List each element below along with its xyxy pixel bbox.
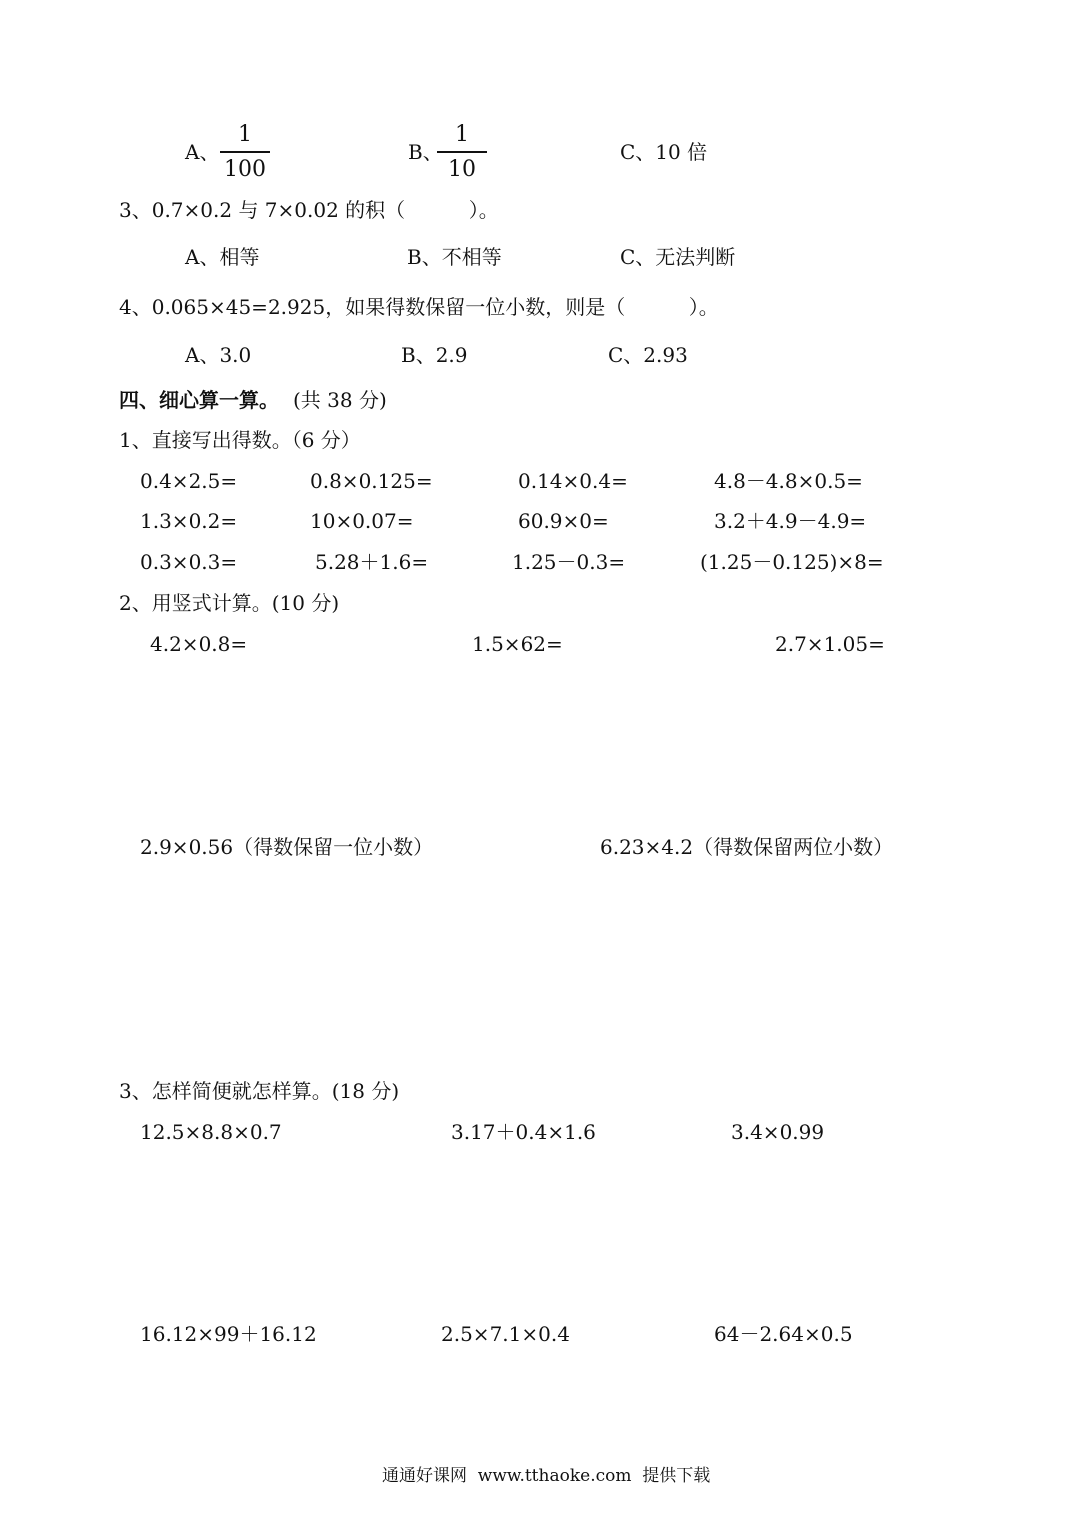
q2-option-a-label: A、 — [185, 140, 220, 164]
fraction-numerator: 1 — [455, 122, 469, 147]
vertical-calc-item: 6.23×4.2（得数保留两位小数） — [600, 835, 894, 859]
vertical-calc-item: 4.2×0.8= — [150, 632, 248, 656]
fraction-denominator: 100 — [224, 157, 266, 182]
q4-option-a: A、3.0 — [185, 343, 252, 367]
vertical-calc-item: 2.7×1.05= — [775, 632, 885, 656]
page-footer: 通通好课网 www.tthaoke.com 提供下载 — [382, 1466, 711, 1486]
part3-title: 3、怎样简便就怎样算。(18 分) — [119, 1079, 400, 1103]
mental-calc-item: 0.4×2.5= — [140, 469, 238, 493]
q4-option-c: C、2.93 — [608, 343, 688, 367]
q3-option-a: A、相等 — [185, 245, 260, 269]
simplify-calc-item: 2.5×7.1×0.4 — [441, 1322, 570, 1346]
simplify-calc-item: 12.5×8.8×0.7 — [140, 1120, 282, 1144]
fraction-denominator: 10 — [448, 157, 476, 182]
part2-title: 2、用竖式计算。(10 分) — [119, 591, 340, 615]
q2-option-c: C、10 倍 — [620, 140, 708, 164]
q2-option-b-label: B、 — [408, 140, 443, 164]
mental-calc-item: 0.14×0.4= — [518, 469, 628, 493]
q3-option-b: B、不相等 — [407, 245, 502, 269]
q4-text: 4、0.065×45=2.925，如果得数保留一位小数，则是（ ）。 — [119, 295, 719, 319]
mental-calc-item: 60.9×0= — [518, 509, 609, 533]
mental-calc-item: 4.8－4.8×0.5= — [714, 469, 863, 493]
fraction-bar — [220, 151, 270, 153]
mental-calc-item: (1.25－0.125)×8= — [700, 550, 884, 574]
mental-calc-item: 0.8×0.125= — [310, 469, 433, 493]
part1-title: 1、直接写出得数。（6 分） — [119, 428, 361, 452]
q3-option-c: C、无法判断 — [620, 245, 736, 269]
section-points: (共 38 分) — [293, 388, 387, 412]
mental-calc-item: 3.2＋4.9－4.9= — [714, 509, 867, 533]
fraction-numerator: 1 — [238, 122, 252, 147]
simplify-calc-item: 16.12×99＋16.12 — [140, 1322, 317, 1346]
mental-calc-item: 1.3×0.2= — [140, 509, 238, 533]
mental-calc-item: 1.25－0.3= — [512, 550, 626, 574]
q2-option-a-fraction — [220, 122, 270, 183]
simplify-calc-item: 64－2.64×0.5 — [714, 1322, 853, 1346]
mental-calc-item: 0.3×0.3= — [140, 550, 238, 574]
q3-text: 3、0.7×0.2 与 7×0.02 的积（ ）。 — [119, 198, 499, 222]
q2-option-b-fraction — [437, 122, 487, 183]
q4-option-b: B、2.9 — [401, 343, 468, 367]
simplify-calc-item: 3.17＋0.4×1.6 — [451, 1120, 596, 1144]
simplify-calc-item: 3.4×0.99 — [731, 1120, 825, 1144]
mental-calc-item: 5.28＋1.6= — [315, 550, 429, 574]
vertical-calc-item: 1.5×62= — [472, 632, 563, 656]
fraction-bar — [437, 151, 487, 153]
mental-calc-item: 10×0.07= — [310, 509, 414, 533]
vertical-calc-item: 2.9×0.56（得数保留一位小数） — [140, 835, 434, 859]
section-heading: 四、细心算一算。 — [119, 388, 279, 412]
